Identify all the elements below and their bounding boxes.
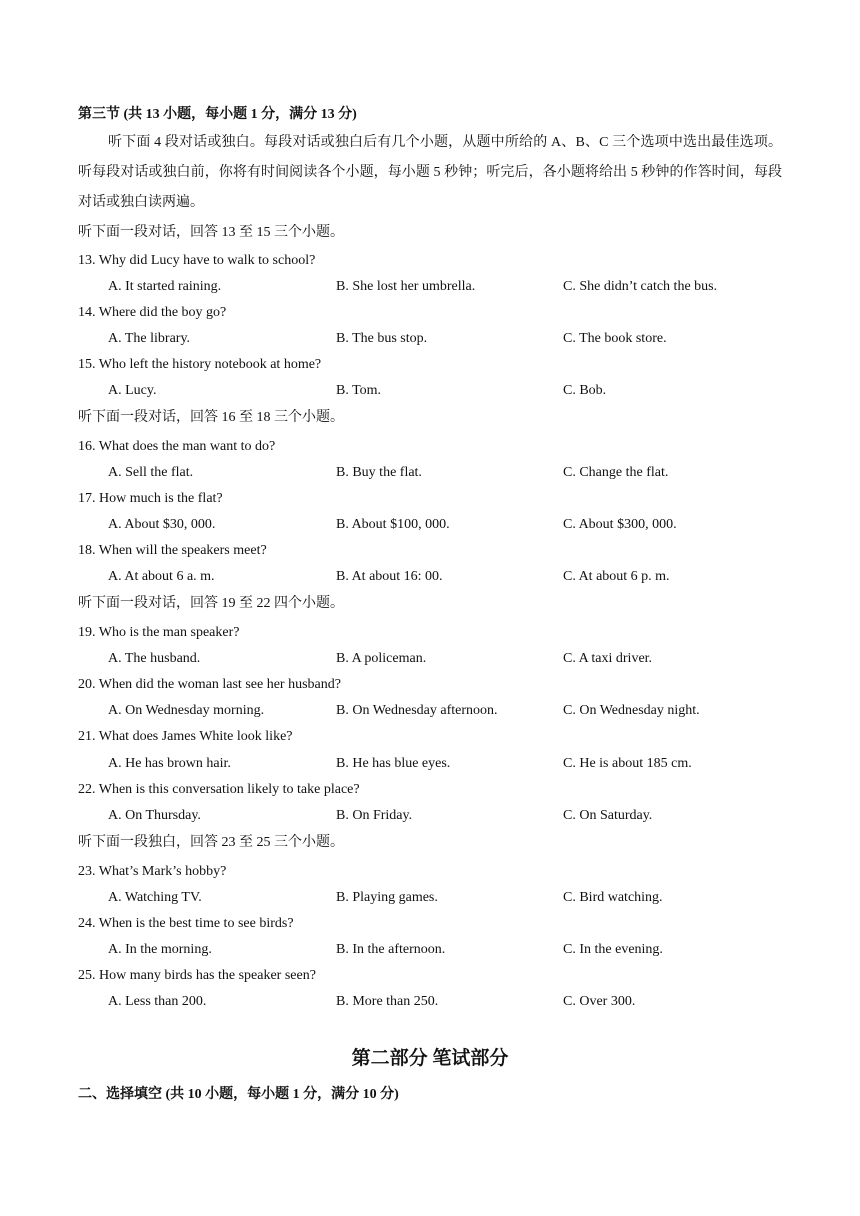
- q24-option-c: C. In the evening.: [563, 942, 663, 957]
- q19-option-a: A. The husband.: [108, 651, 201, 666]
- q18-option-c: C. At about 6 p. m.: [563, 569, 670, 584]
- q25-option-b: B. More than 250.: [336, 994, 439, 1009]
- question-14: 14. Where did the boy go?: [78, 305, 227, 320]
- question-19: 19. Who is the man speaker?: [78, 625, 240, 640]
- q20-option-c: C. On Wednesday night.: [563, 703, 700, 718]
- q17-option-c: C. About $300, 000.: [563, 517, 677, 532]
- q24-option-b: B. In the afternoon.: [336, 942, 446, 957]
- group-intro-4: 听下面一段独白，回答 23 至 25 三个小题。: [78, 835, 344, 850]
- section3-instructions: 听下面 4 段对话或独白。每段对话或独白后有几个小题，从题中所给的 A、B、C 三个选项中选出最佳选项。听每段对话或独白前，你将有时间阅读各个小题，每小题 5 秒钟；听完后，各小题将给出 5 秒钟的作答时间，每段对话或独白读两遍。: [78, 135, 782, 210]
- q25-option-c: C. Over 300.: [563, 994, 636, 1009]
- q20-option-a: A. On Wednesday morning.: [108, 703, 265, 718]
- q21-option-a: A. He has brown hair.: [108, 756, 231, 771]
- q19-option-c: C. A taxi driver.: [563, 651, 653, 666]
- q18-option-b: B. At about 16: 00.: [336, 569, 443, 584]
- q24-option-a: A. In the morning.: [108, 942, 212, 957]
- part2-section-heading: 二、选择填空 (共 10 小题，每小题 1 分，满分 10 分): [78, 1087, 399, 1102]
- group-intro-2: 听下面一段对话，回答 16 至 18 三个小题。: [78, 410, 344, 425]
- q13-option-b: B. She lost her umbrella.: [336, 279, 476, 294]
- question-21: 21. What does James White look like?: [78, 729, 293, 744]
- q14-option-c: C. The book store.: [563, 331, 667, 346]
- group-intro-1: 听下面一段对话，回答 13 至 15 三个小题。: [78, 225, 344, 240]
- group-intro-3: 听下面一段对话，回答 19 至 22 四个小题。: [78, 596, 344, 611]
- q15-option-c: C. Bob.: [563, 383, 607, 398]
- q14-option-a: A. The library.: [108, 331, 191, 346]
- question-13: 13. Why did Lucy have to walk to school?: [78, 253, 316, 268]
- question-17: 17. How much is the flat?: [78, 491, 223, 506]
- q17-option-b: B. About $100, 000.: [336, 517, 450, 532]
- q22-option-c: C. On Saturday.: [563, 808, 653, 823]
- q15-option-a: A. Lucy.: [108, 383, 157, 398]
- question-22: 22. When is this conversation likely to take place?: [78, 782, 360, 797]
- q22-option-b: B. On Friday.: [336, 808, 413, 823]
- q19-option-b: B. A policeman.: [336, 651, 427, 666]
- part2-title: 第二部分 笔试部分: [351, 1048, 509, 1069]
- q20-option-b: B. On Wednesday afternoon.: [336, 703, 498, 718]
- q16-option-c: C. Change the flat.: [563, 465, 669, 480]
- q16-option-a: A. Sell the flat.: [108, 465, 194, 480]
- q16-option-b: B. Buy the flat.: [336, 465, 422, 480]
- question-20: 20. When did the woman last see her husband?: [78, 677, 341, 692]
- q22-option-a: A. On Thursday.: [108, 808, 201, 823]
- q23-option-a: A. Watching TV.: [108, 890, 202, 905]
- section3-heading: 第三节 (共 13 小题，每小题 1 分，满分 13 分): [78, 107, 357, 122]
- q25-option-a: A. Less than 200.: [108, 994, 207, 1009]
- question-16: 16. What does the man want to do?: [78, 439, 276, 454]
- question-25: 25. How many birds has the speaker seen?: [78, 968, 316, 983]
- q13-option-c: C. She didn’t catch the bus.: [563, 279, 718, 294]
- q17-option-a: A. About $30, 000.: [108, 517, 216, 532]
- question-23: 23. What’s Mark’s hobby?: [78, 864, 227, 879]
- question-18: 18. When will the speakers meet?: [78, 543, 267, 558]
- q18-option-a: A. At about 6 a. m.: [108, 569, 215, 584]
- q14-option-b: B. The bus stop.: [336, 331, 428, 346]
- q15-option-b: B. Tom.: [336, 383, 382, 398]
- question-15: 15. Who left the history notebook at home?: [78, 357, 322, 372]
- q23-option-c: C. Bird watching.: [563, 890, 663, 905]
- q21-option-c: C. He is about 185 cm.: [563, 756, 692, 771]
- q13-option-a: A. It started raining.: [108, 279, 222, 294]
- question-24: 24. When is the best time to see birds?: [78, 916, 294, 931]
- q21-option-b: B. He has blue eyes.: [336, 756, 451, 771]
- q23-option-b: B. Playing games.: [336, 890, 438, 905]
